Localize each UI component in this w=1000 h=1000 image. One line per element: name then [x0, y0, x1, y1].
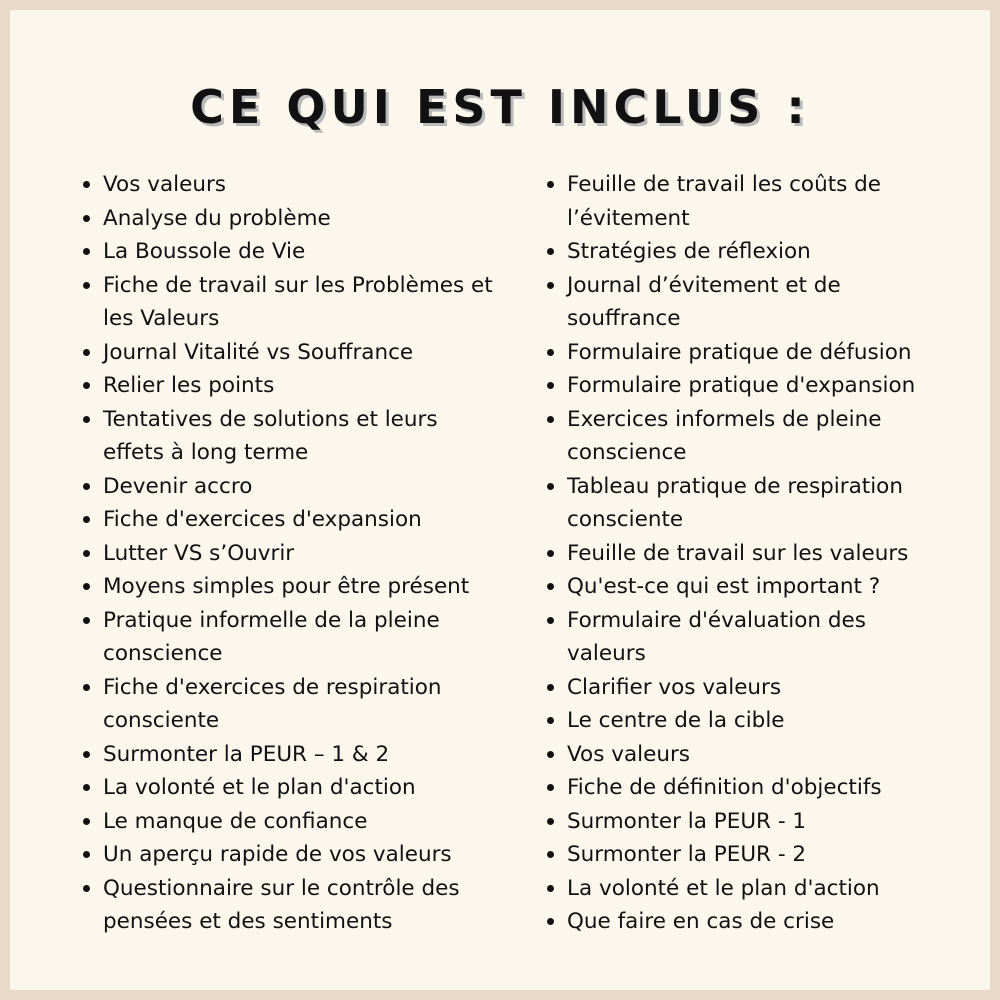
list-item: Surmonter la PEUR – 1 & 2 [83, 738, 498, 772]
list-item: Surmonter la PEUR - 2 [547, 838, 947, 872]
list-item: Stratégies de réflexion [547, 235, 947, 269]
list-item: Vos valeurs [547, 738, 947, 772]
list-item: Feuille de travail les coûts de l’évitement [547, 168, 947, 235]
list-item: Le centre de la cible [547, 704, 947, 738]
list-item: Tentatives de solutions et leurs effets à long terme [83, 403, 498, 470]
list-item: Que faire en cas de crise [547, 905, 947, 939]
list-item: Questionnaire sur le contrôle des pensées et des sentiments [83, 872, 498, 939]
list-item: Devenir accro [83, 470, 498, 504]
list-item: Surmonter la PEUR - 1 [547, 805, 947, 839]
list-item: Lutter VS s’Ouvrir [83, 537, 498, 571]
list-item: Fiche de définition d'objectifs [547, 771, 947, 805]
list-item: Le manque de confiance [83, 805, 498, 839]
list-item: Journal Vitalité vs Souffrance [83, 336, 498, 370]
included-list-left [83, 168, 498, 939]
included-list-right [547, 168, 947, 939]
list-item: Clarifier vos valeurs [547, 671, 947, 705]
list-item: Un aperçu rapide de vos valeurs [83, 838, 498, 872]
content-card [10, 10, 990, 990]
list-item: Qu'est-ce qui est important ? [547, 570, 947, 604]
list-item: La Boussole de Vie [83, 235, 498, 269]
list-item: Feuille de travail sur les valeurs [547, 537, 947, 571]
list-item: Fiche d'exercices d'expansion [83, 503, 498, 537]
list-item: Formulaire d'évaluation des valeurs [547, 604, 947, 671]
list-item: Analyse du problème [83, 202, 498, 236]
list-item: Tableau pratique de respiration consciente [547, 470, 947, 537]
list-item: Formulaire pratique d'expansion [547, 369, 947, 403]
list-item: Journal d’évitement et de souffrance [547, 269, 947, 336]
page-title: CE QUI EST INCLUS : [190, 80, 810, 134]
list-item: Vos valeurs [83, 168, 498, 202]
list-item: Fiche de travail sur les Problèmes et les Valeurs [83, 269, 498, 336]
list-item: La volonté et le plan d'action [83, 771, 498, 805]
list-item: Relier les points [83, 369, 498, 403]
list-item: Fiche d'exercices de respiration consciente [83, 671, 498, 738]
list-item: La volonté et le plan d'action [547, 872, 947, 906]
list-item: Formulaire pratique de défusion [547, 336, 947, 370]
list-item: Moyens simples pour être présent [83, 570, 498, 604]
list-item: Pratique informelle de la pleine conscience [83, 604, 498, 671]
list-item: Exercices informels de pleine conscience [547, 403, 947, 470]
